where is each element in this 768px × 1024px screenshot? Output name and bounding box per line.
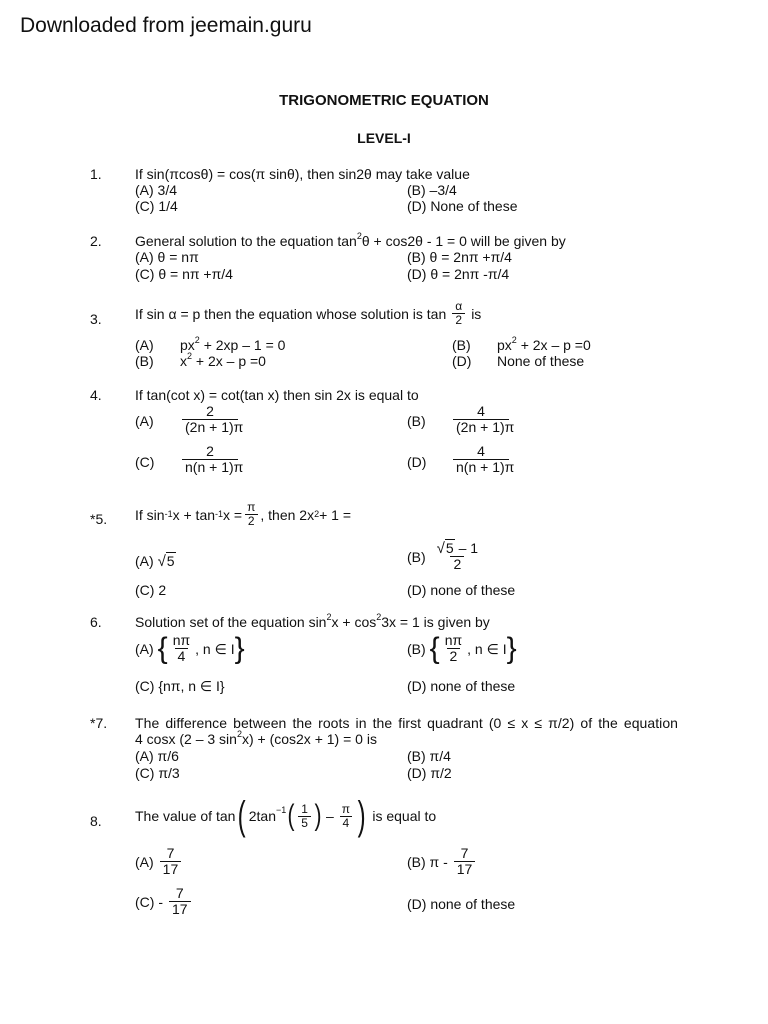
download-source-header: Downloaded from jeemain.guru [20,14,312,37]
option-d-label: (D) [452,353,472,369]
question-number: 4. [90,387,102,403]
option-a-label: (A) [135,413,154,429]
option-a: (A) θ = nπ [135,249,199,265]
option-c: $x^2 + 2x - p =0$ [180,351,266,369]
option-d: (D) none of these [407,678,516,694]
option-a: $\frac{2}{(2n + 1)\pi}$ [180,404,236,435]
option-d: None of these [497,353,585,369]
option-a: (A) { $\frac{n\pi}{4}$ , n ∈ I } [135,631,245,665]
option-b: (B) π/4 [407,748,451,764]
question-text: If sin α = p then the equation whose solution is tan $\frac{\alpha}{2}$ is [135,299,482,327]
question-number: 1. [90,166,102,182]
question-number: *5. [90,511,108,527]
option-d: (D) None of these [407,198,518,214]
option-a: (A) √5 [135,553,175,570]
option-b: (B) π - $\frac{7}{17}$ [407,846,477,877]
question-text-line-1: The difference between the roots in the first quadrant (0 ≤ x ≤ π/2) of the equation [135,715,678,731]
option-d: (D) π/2 [407,765,452,781]
question-number: 6. [90,614,102,630]
option-b: (B) θ = 2nπ +π/4 [407,249,512,265]
page-title: TRIGONOMETRIC EQUATION [279,92,489,109]
question-text: The value of tan ( 2tan $^{-1}$ ( $\frac{1}{5}$ ) – $\frac{\pi}{4}$ ) is equal to [135,794,437,838]
option-b: $px^2 + 2x - p =0$ [497,335,591,353]
question-text: Solution set of the equation $\sin^2x + \cos^23x = 1$ is given by [135,612,490,630]
option-a: (A) π/6 [135,748,179,764]
level-heading: LEVEL-I [357,130,411,146]
option-c: (C) π/3 [135,765,180,781]
question-number: 2. [90,233,102,249]
question-text: If sin $^{-1}$ x + tan $^{-1}$ x = $\frac{\pi}{2}$ , then 2x $^2$ + 1 = [135,500,352,528]
option-a-label: (A) [135,337,154,353]
option-c: (C) - $\frac{7}{17}$ [135,886,193,917]
option-b: (B) –3/4 [407,182,457,198]
question-text: If sin(πcosθ) = cos(π sinθ), then sin2θ may take value [135,166,470,182]
option-b: $\frac{4}{(2n + 1)\pi}$ [451,404,507,435]
option-b: (B) $\frac{√5 - 1}{2}$ [407,540,479,572]
option-c: (C) {nπ, n ∈ I} [135,678,225,694]
option-c: (C) θ = nπ +π/4 [135,266,233,282]
option-c-label: (C) [135,454,155,470]
option-a: (A) $\frac{7}{17}$ [135,846,183,877]
question-text: General solution to the equation $\tan^2\theta + \cos 2\theta - 1 = 0$ will be given by [135,231,566,249]
option-b-label: (B) [407,413,426,429]
option-c: (C) 2 [135,582,167,598]
question-number: *7. [90,715,108,731]
option-b-label: (B) [452,337,471,353]
option-c: $\frac{2}{n(n + 1)\pi}$ [180,444,236,475]
question-text: If tan(cot x) = cot(tan x) then sin 2x is equal to [135,387,419,403]
option-d: (D) none of these [407,582,516,598]
question-number: 3. [90,311,102,327]
question-text-line-2: 4 cosx (2 – 3 $\sin^2x) + (\cos 2x + 1) = 0$ is [135,729,377,747]
option-d: (D) θ = 2nπ -π/4 [407,266,510,282]
option-d: $\frac{4}{n(n + 1)\pi}$ [451,444,507,475]
option-a: $px^2 + 2xp - 1 = 0$ [180,335,286,353]
option-c: (C) 1/4 [135,198,178,214]
option-a: (A) 3/4 [135,182,178,198]
option-d: (D) none of these [407,896,516,912]
question-number: 8. [90,813,102,829]
option-c-label: (B) [135,353,154,369]
option-b: (B) { $\frac{n\pi}{2}$ , n ∈ I } [407,631,517,665]
option-d-label: (D) [407,454,427,470]
